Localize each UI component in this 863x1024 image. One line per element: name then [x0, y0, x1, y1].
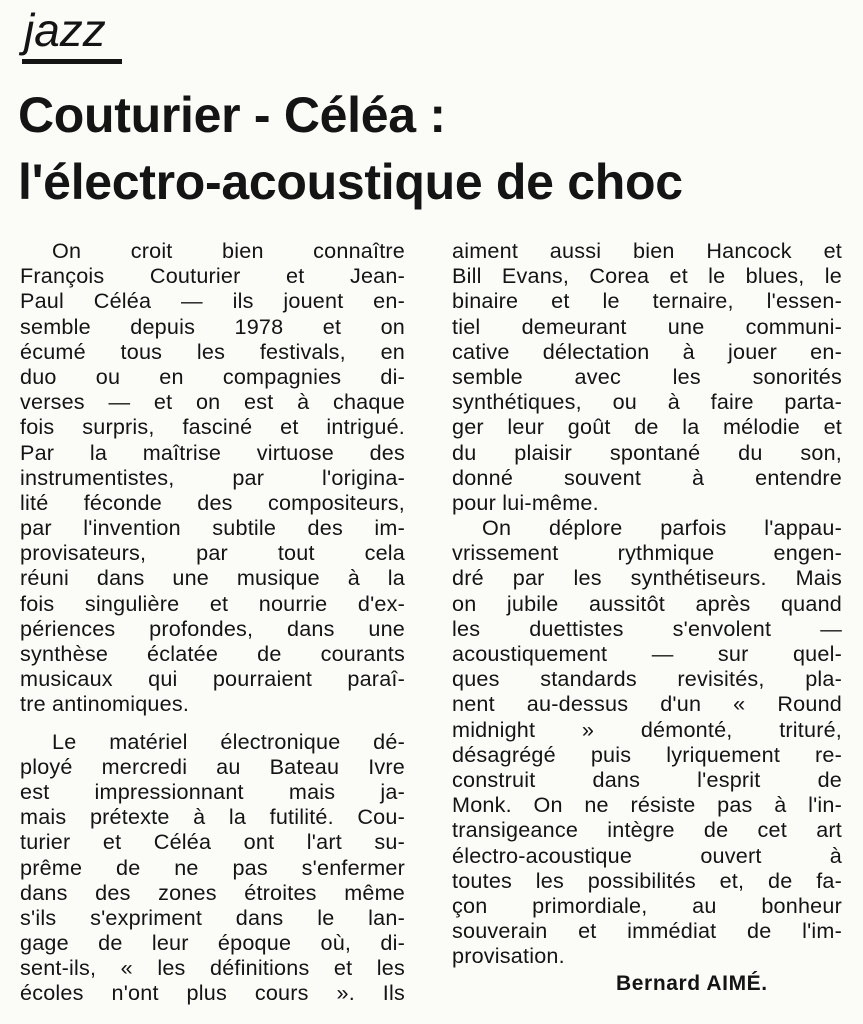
text-line: est impressionnant mais ja-: [20, 778, 405, 804]
text-line: instrumentistes, par l'origina-: [20, 464, 405, 490]
text-line: s'ils s'expriment dans le lan-: [20, 904, 405, 930]
section-rubric: jazz: [24, 4, 106, 56]
text-line: fois singulière et nourrie d'ex-: [20, 590, 405, 616]
text-line: verses — et on est à chaque: [20, 389, 405, 415]
text-line: sent-ils, « les définitions et les: [20, 955, 405, 981]
text-line: réuni dans une musique à la: [20, 565, 405, 591]
text-line: toutes les possibilités et, de fa-: [452, 867, 842, 893]
text-line: Bill Evans, Corea et le blues, le: [452, 263, 842, 289]
headline-line-1: Couturier - Céléa :: [18, 87, 446, 143]
paragraph-2: [20, 729, 405, 1006]
article-column-left: [20, 238, 405, 1006]
paragraph-4: [452, 515, 842, 968]
text-line: semble depuis 1978 et on: [20, 313, 405, 339]
text-line: écumé tous les festivals, en: [20, 338, 405, 364]
text-line: semble avec les sonorités: [452, 363, 842, 389]
text-line: ployé mercredi au Bateau Ivre: [20, 753, 405, 779]
text-line: vrissement rythmique engen-: [452, 540, 842, 566]
text-line: acoustiquement — sur quel-: [452, 641, 842, 666]
text-line: par l'invention subtile des im-: [20, 515, 405, 541]
text-line: lité féconde des compositeurs,: [20, 489, 405, 515]
paragraph-3: [452, 238, 842, 515]
text-line: aiment aussi bien Hancock et: [452, 238, 842, 263]
headline-line-2: l'électro-acoustique de choc: [18, 154, 683, 210]
text-line: Paul Céléa — ils jouent en-: [20, 288, 405, 314]
text-line: électro-acoustique ouvert à: [452, 842, 842, 868]
text-line: provisation.: [452, 943, 565, 969]
text-line: tre antinomiques.: [20, 691, 190, 717]
text-line: çon primordiale, au bonheur: [452, 892, 842, 918]
text-line: cative délectation à jouer en-: [452, 338, 842, 364]
text-line: ger leur goût de la mélodie et: [452, 414, 842, 440]
text-line: dans des zones étroites même: [20, 879, 405, 905]
article-column-right: [452, 238, 842, 968]
text-line: donné souvent à entendre: [452, 464, 842, 490]
text-line: ques standards revisités, pla-: [452, 666, 842, 692]
text-line: souverain et immédiat de l'im-: [452, 918, 842, 944]
text-line: construit dans l'esprit de: [452, 766, 842, 792]
text-line: tiel demeurant une communi-: [452, 313, 842, 339]
headline: [18, 82, 858, 216]
text-line: fois surpris, fasciné et intrigué.: [20, 414, 405, 440]
rubric-underline: [22, 59, 122, 64]
text-line: désagrégé puis lyriquement re-: [452, 741, 842, 767]
text-line: binaire et le ternaire, l'essen-: [452, 288, 842, 314]
text-line: duo ou en compagnies di-: [20, 363, 405, 389]
text-line: nent au-dessus d'un « Round: [452, 691, 842, 717]
text-line: Le matériel électronique dé-: [52, 728, 405, 754]
text-line: synthétiques, ou à faire parta-: [452, 389, 842, 415]
text-line: Par la maîtrise virtuose des: [20, 439, 405, 465]
text-line: gage de leur époque où, di-: [20, 930, 405, 956]
text-line: transigeance intègre de cet art: [452, 817, 842, 843]
text-line: périences profondes, dans une: [20, 615, 405, 641]
text-line: provisateurs, par tout cela: [20, 540, 405, 566]
text-line: du plaisir spontané du son,: [452, 439, 842, 465]
text-line: François Couturier et Jean-: [20, 263, 405, 289]
text-line: turier et Céléa ont l'art su-: [20, 829, 405, 855]
text-line: on jubile aussitôt après quand: [452, 590, 842, 616]
text-line: écoles n'ont plus cours ». Ils: [20, 980, 405, 1006]
author-byline: Bernard AIMÉ.: [616, 972, 768, 995]
text-line: prême de ne pas s'enfermer: [20, 854, 405, 880]
text-line: midnight » démonté, trituré,: [452, 716, 842, 742]
text-line: Monk. On ne résiste pas à l'in-: [452, 792, 842, 818]
text-line: dré par les synthétiseurs. Mais: [452, 565, 842, 591]
text-line: On déplore parfois l'appau-: [482, 515, 842, 541]
text-line: les duettistes s'envolent —: [452, 615, 842, 641]
paragraph-1: [20, 238, 405, 717]
text-line: pour lui-même.: [452, 489, 599, 515]
text-line: On croit bien connaître: [52, 238, 405, 263]
text-line: mais prétexte à la futilité. Cou-: [20, 804, 405, 830]
text-line: synthèse éclatée de courants: [20, 641, 405, 666]
text-line: musicaux qui pourraient paraî-: [20, 666, 405, 692]
